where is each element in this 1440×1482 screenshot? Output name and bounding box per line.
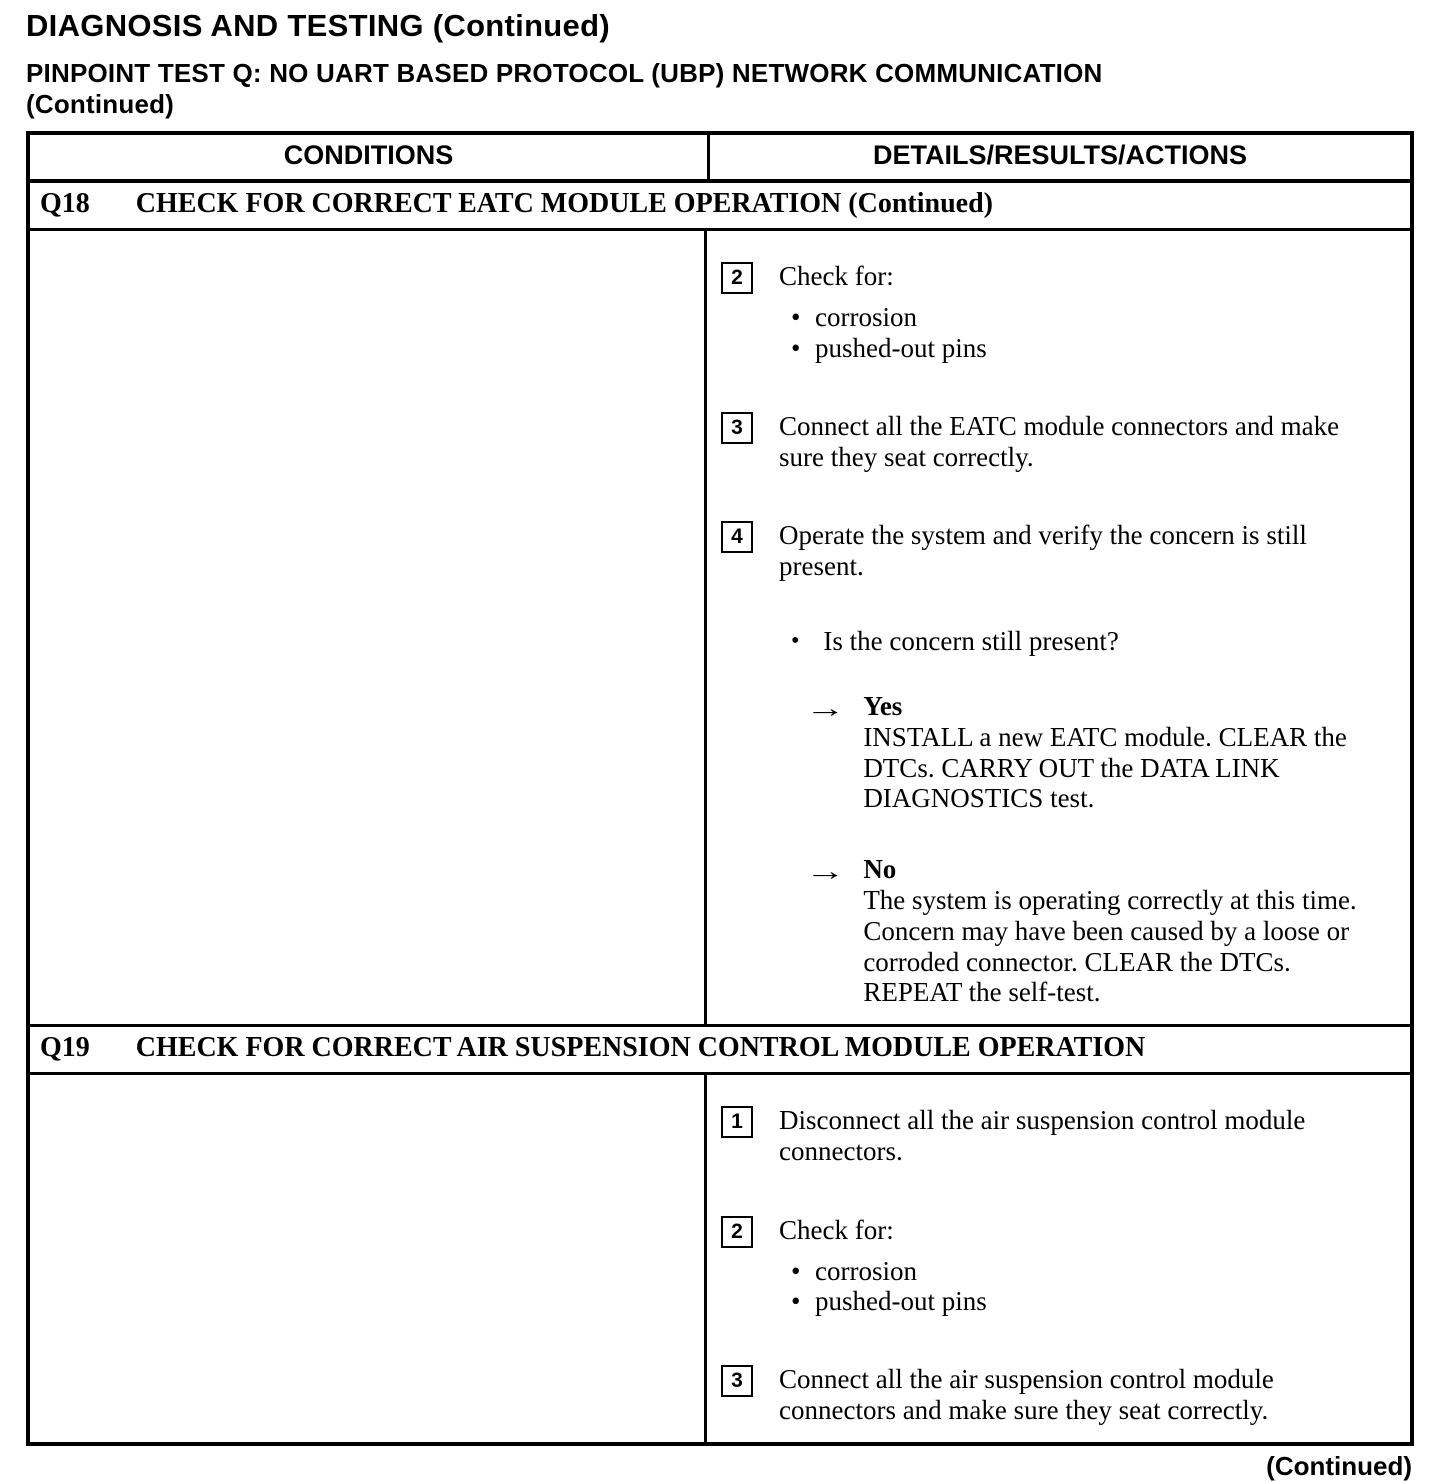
- section-content-row: [30, 231, 1410, 1027]
- step-text: Disconnect all the air suspension control module connectors.: [779, 1105, 1306, 1166]
- section-title: CHECK FOR CORRECT EATC MODULE OPERATION (Continued): [135, 188, 993, 220]
- arrow-icon: →: [805, 856, 846, 887]
- step-number-box: 3: [721, 412, 753, 444]
- step: [721, 411, 1388, 473]
- section-header-row: [30, 183, 1410, 231]
- question-row: [721, 626, 1388, 657]
- section-id: Q18: [40, 188, 90, 220]
- bullet-item: • corrosion: [791, 302, 1388, 332]
- step-head: [721, 1364, 1388, 1426]
- pinpoint-test-table: [26, 131, 1414, 1445]
- answer-row: [721, 691, 1388, 814]
- answer-label: No: [863, 854, 897, 885]
- page-subtitle-line2: (Continued): [26, 88, 175, 119]
- step-head: [721, 261, 1388, 294]
- bullet-list: [721, 1256, 1388, 1316]
- answer-text: The system is operating correctly at this time. Concern may have been caused by a loose or corroded connector. CLEAR the DTCs. REPEAT the self-test.: [863, 885, 1357, 1008]
- answer-body: [863, 691, 1388, 814]
- page-subtitle: [26, 58, 1414, 119]
- step-head: [721, 1215, 1388, 1248]
- arrow-icon: →: [805, 692, 846, 723]
- step: [721, 1215, 1388, 1316]
- step-head: [721, 1105, 1388, 1167]
- step-text: Connect all the air suspension control module connectors and make sure they seat correctly.: [779, 1364, 1274, 1425]
- page-title: DIAGNOSIS AND TESTING (Continued): [26, 8, 610, 43]
- step: [721, 520, 1388, 1008]
- section-title: CHECK FOR CORRECT AIR SUSPENSION CONTROL MODULE OPERATION: [135, 1032, 1146, 1064]
- column-header-conditions: CONDITIONS: [283, 140, 454, 171]
- answer-label: Yes: [863, 690, 903, 721]
- step-head: [721, 520, 1388, 582]
- step-number-box: 3: [721, 1365, 753, 1397]
- step-number-box: 2: [721, 262, 753, 294]
- step: [721, 261, 1388, 362]
- details-cell: [707, 1075, 1410, 1442]
- table-header-row: [30, 135, 1410, 183]
- bullet-item: • corrosion: [791, 1256, 1388, 1286]
- bullet-item: • pushed-out pins: [791, 1286, 1388, 1316]
- step: [721, 1364, 1388, 1426]
- table-body: [30, 183, 1410, 1441]
- section-content-row: [30, 1075, 1410, 1442]
- answer-text: INSTALL a new EATC module. CLEAR the DTCs. CARRY OUT the DATA LINK DIAGNOSTICS test.: [863, 721, 1347, 814]
- step-number-box: 4: [721, 521, 753, 553]
- step-text: Connect all the EATC module connectors and make sure they seat correctly.: [779, 410, 1340, 472]
- bullet-icon: •: [791, 627, 800, 654]
- step-head: [721, 411, 1388, 473]
- footer-continued-label: (Continued): [1266, 1450, 1412, 1481]
- section-id: Q19: [40, 1032, 90, 1064]
- step: [721, 1105, 1388, 1167]
- answer-row: [721, 854, 1388, 1008]
- column-header-details: DETAILS/RESULTS/ACTIONS: [707, 135, 1410, 179]
- step-text: Check for:: [779, 261, 894, 292]
- details-cell: [707, 231, 1410, 1024]
- step-number-box: 1: [721, 1106, 753, 1138]
- step-number-box: 2: [721, 1216, 753, 1248]
- section-header-row: [30, 1027, 1410, 1075]
- step-text: Operate the system and verify the concern is still present.: [779, 520, 1307, 582]
- page-subtitle-line1: PINPOINT TEST Q: NO UART BASED PROTOCOL (UBP) NETWORK COMMUNICATION: [26, 58, 1103, 88]
- question-text: Is the concern still present?: [823, 625, 1119, 656]
- step-text: Check for:: [779, 1214, 894, 1245]
- answer-body: [863, 854, 1388, 1008]
- bullet-item: • pushed-out pins: [791, 333, 1388, 363]
- conditions-cell: [30, 1075, 707, 1442]
- conditions-cell: [30, 231, 707, 1024]
- bullet-list: [721, 302, 1388, 362]
